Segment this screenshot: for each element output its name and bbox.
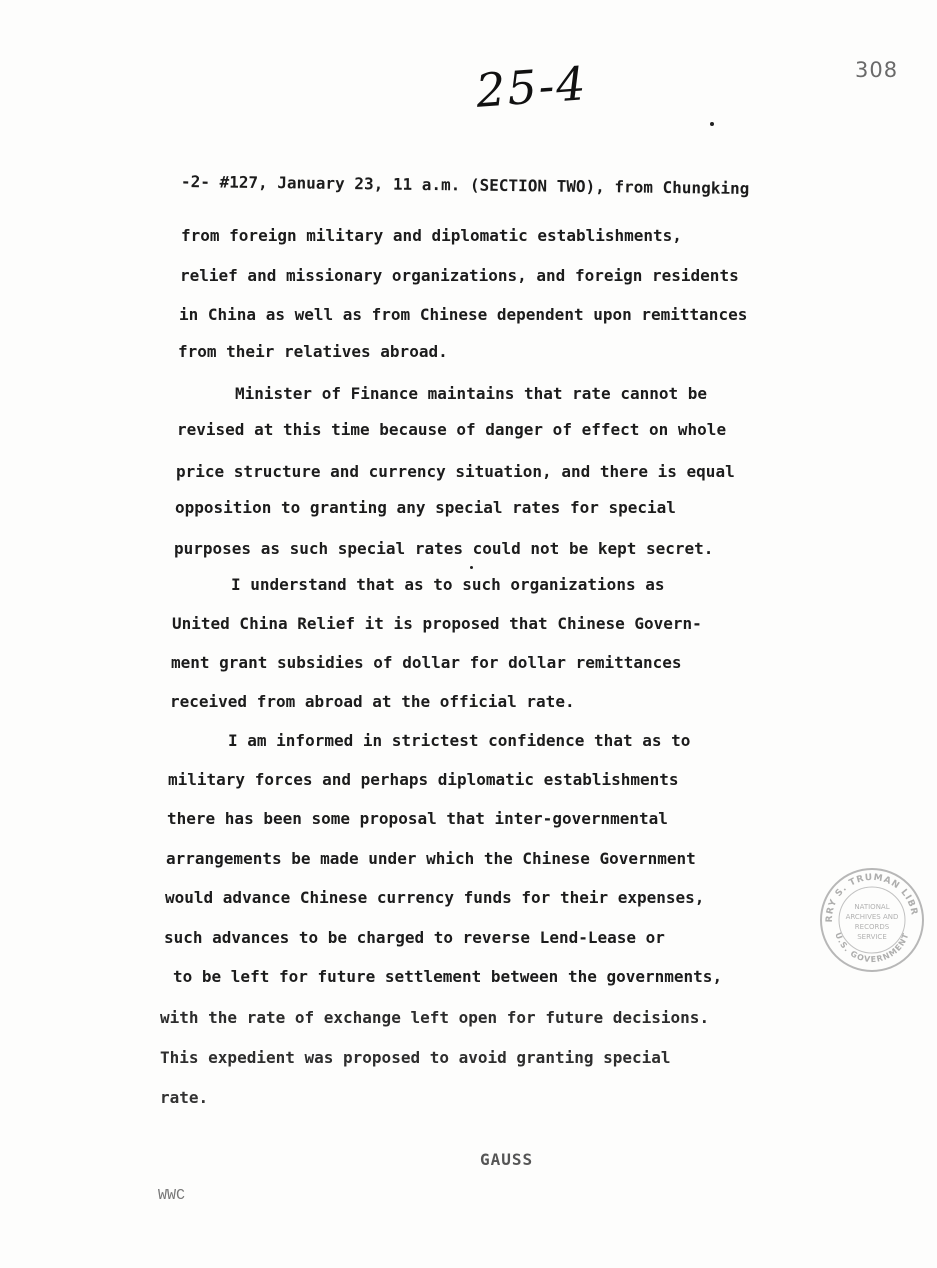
body-line: ment grant subsidies of dollar for dollar remittances — [171, 653, 682, 672]
body-line: I am informed in strictest confidence that as to — [228, 731, 691, 750]
body-line: in China as well as from Chinese dependent upon remittances — [179, 305, 748, 324]
body-line: military forces and perhaps diplomatic establishments — [168, 770, 679, 789]
body-line: opposition to granting any special rates for special — [175, 498, 676, 517]
ink-speck — [710, 122, 714, 126]
body-line: would advance Chinese currency funds for their expenses, — [165, 888, 705, 907]
body-line: received from abroad at the official rate. — [170, 692, 575, 711]
body-line: Minister of Finance maintains that rate cannot be — [235, 384, 708, 403]
body-line: This expedient was proposed to avoid granting special — [160, 1048, 671, 1067]
stamp-outer-text: RRY S. TRUMAN LIBR — [824, 872, 919, 923]
body-line: such advances to be charged to reverse Lend-Lease or — [164, 928, 665, 947]
body-line: I understand that as to such organizations as — [231, 575, 665, 594]
body-line: price structure and currency situation, and there is equal — [176, 462, 735, 481]
body-line: rate. — [160, 1088, 209, 1107]
body-line: United China Relief it is proposed that Chinese Govern- — [172, 614, 702, 633]
archive-stamp — [818, 866, 926, 974]
body-line: to be left for future settlement between the governments, — [173, 967, 723, 986]
stamp-inner-text: ARCHIVES AND — [845, 913, 899, 921]
page-number: 308 — [855, 58, 899, 82]
stamp-inner-text: SERVICE — [857, 933, 887, 941]
body-line: from foreign military and diplomatic establishments, — [181, 226, 682, 245]
typist-initials: WWC — [158, 1187, 186, 1204]
stamp-outer-bottom-text: U.S. GOVERNMENT — [833, 931, 911, 965]
stamp-inner-text: NATIONAL — [854, 903, 890, 911]
body-line: relief and missionary organizations, and foreign residents — [180, 266, 739, 285]
ink-speck — [470, 566, 473, 569]
telegram-header: -2- #127, January 23, 11 a.m. (SECTION TWO), from Chungking — [180, 172, 750, 198]
body-line: purposes as such special rates could not be kept secret. — [174, 539, 714, 558]
stamp-inner-text: RECORDS — [854, 923, 890, 931]
body-line: revised at this time because of danger of effect on whole — [177, 420, 727, 439]
body-line: with the rate of exchange left open for future decisions. — [160, 1008, 710, 1027]
handwritten-file-number: 25-4 — [474, 56, 590, 118]
archive-stamp-icon — [818, 866, 926, 974]
body-line: arrangements be made under which the Chinese Government — [166, 849, 696, 868]
body-line: from their relatives abroad. — [178, 342, 448, 361]
signature-gauss: GAUSS — [480, 1150, 534, 1169]
body-line: there has been some proposal that inter-governmental — [167, 809, 668, 828]
